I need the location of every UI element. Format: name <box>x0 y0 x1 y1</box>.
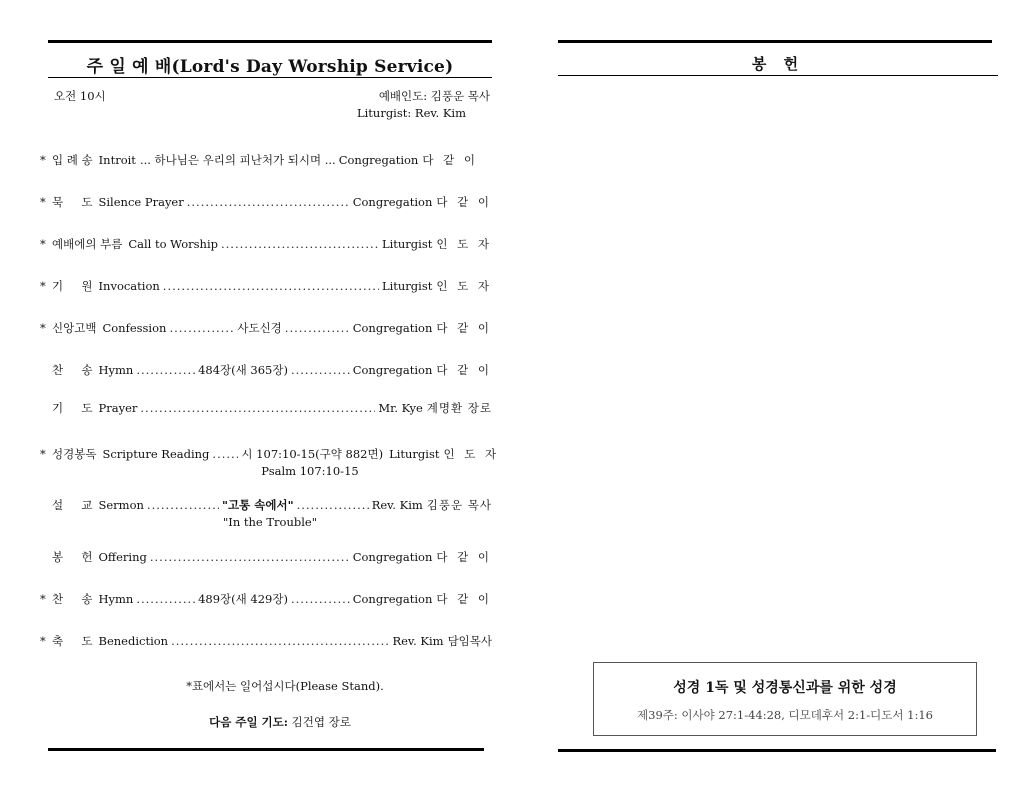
item-korean-name: 성경봉독 <box>52 447 97 461</box>
stand-mark: * <box>40 634 46 648</box>
list-item <box>40 497 492 515</box>
bible-reading-detail: 제39주: 이사야 27:1-44:28, 디모데후서 2:1-디도서 1:16 <box>637 708 933 722</box>
leader-dots <box>212 447 238 461</box>
item-english-name: Introit <box>98 153 136 167</box>
item-english-name: Scripture Reading <box>102 447 210 461</box>
item-role: 다 같 이 <box>436 195 492 209</box>
stand-mark: * <box>40 195 46 209</box>
item-role: 인 도 자 <box>443 447 500 461</box>
item-korean-name: 찬 송 <box>52 363 93 377</box>
leader-dots <box>147 498 219 512</box>
item-role: 김풍운 목사 <box>426 498 492 512</box>
list-item <box>40 591 492 609</box>
item-english-name: Hymn <box>98 363 134 377</box>
item-participant: Liturgist <box>381 279 433 293</box>
item-english-name: Offering <box>98 550 147 564</box>
worship-leader: 예배인도: 김풍운 목사 <box>378 89 490 103</box>
item-detail: 489장(새 429장) <box>198 592 288 606</box>
item-korean-name: 설 교 <box>52 498 93 512</box>
item-role: 다 같 이 <box>436 363 492 377</box>
stand-mark: * <box>40 592 46 606</box>
bottom-rule-left <box>48 748 484 751</box>
title-underline-right <box>558 75 998 76</box>
item-english-name: Benediction <box>98 634 169 648</box>
next-prayer-name: 김건엽 장로 <box>291 715 351 729</box>
item-detail: 시 107:10-15(구약 882면) <box>241 447 384 461</box>
item-participant: Congregation <box>352 592 433 606</box>
top-rule-right <box>558 40 992 43</box>
item-participant: Rev. Kim <box>371 498 423 512</box>
item-role: 담임목사 <box>447 634 492 648</box>
leader-dots <box>136 592 195 606</box>
leader-dots <box>163 279 379 293</box>
item-participant: Mr. Kye <box>378 401 423 415</box>
leader-dots <box>221 237 379 251</box>
item-role: 인 도 자 <box>436 279 492 293</box>
item-korean-name: 기 도 <box>52 401 93 415</box>
item-role: 인 도 자 <box>436 237 492 251</box>
leader-dots <box>291 592 350 606</box>
leader-dots <box>187 195 350 209</box>
leader-dots <box>171 634 389 648</box>
item-english-name: Silence Prayer <box>98 195 184 209</box>
stand-mark: * <box>40 321 46 335</box>
title-underline-left <box>48 77 492 78</box>
item-role: 다 같 이 <box>422 153 478 167</box>
item-english-name: Sermon <box>98 498 144 512</box>
item-korean-name: 기 원 <box>52 279 93 293</box>
sermon-english-title: "In the Trouble" <box>222 515 318 529</box>
item-korean-name: 신앙고백 <box>52 321 97 335</box>
top-rule-left <box>48 40 492 43</box>
item-korean-name: 예배에의 부름 <box>52 237 123 251</box>
service-time: 오전 10시 <box>54 89 106 103</box>
item-korean-name: 찬 송 <box>52 592 93 606</box>
bible-reading-title: 성경 1독 및 성경통신과를 위한 성경 <box>673 680 897 696</box>
item-english-name: Prayer <box>98 401 138 415</box>
list-item <box>40 152 492 170</box>
leader-dots <box>140 401 375 415</box>
item-english-name: Confession <box>102 321 167 335</box>
liturgist: Liturgist: Rev. Kim <box>356 106 466 120</box>
item-role: 다 같 이 <box>436 550 492 564</box>
item-participant: Congregation <box>338 153 419 167</box>
item-detail: 484장(새 365장) <box>198 363 288 377</box>
list-item <box>40 549 492 567</box>
list-item <box>40 400 492 418</box>
next-week-prayer <box>150 714 410 730</box>
stand-mark: * <box>40 153 46 167</box>
list-item <box>40 320 492 338</box>
list-item <box>40 278 492 296</box>
leader-dots <box>150 550 350 564</box>
item-role: 다 같 이 <box>436 321 492 335</box>
leader-dots <box>136 363 195 377</box>
list-item <box>40 236 492 254</box>
item-role: 계명환 장로 <box>426 401 492 415</box>
item-participant: Congregation <box>352 195 433 209</box>
item-english-name: Hymn <box>98 592 134 606</box>
item-participant: Rev. Kim <box>392 634 444 648</box>
list-item <box>40 194 492 212</box>
stand-mark: * <box>40 237 46 251</box>
stand-note: *표에서는 일어섭시다(Please Stand). <box>186 679 384 693</box>
leader-dots <box>169 321 234 335</box>
item-korean-name: 축 도 <box>52 634 93 648</box>
offering-title: 봉 헌 <box>751 55 805 73</box>
item-participant: Liturgist <box>389 447 440 461</box>
item-participant: Congregation <box>352 363 433 377</box>
stand-mark: * <box>40 447 46 461</box>
sermon-title: "고통 속에서" <box>222 498 294 512</box>
bible-reading-box <box>593 662 977 736</box>
list-item <box>40 633 492 651</box>
item-detail: ... 하나님은 우리의 피난처가 되시며 ... <box>139 153 336 167</box>
item-participant: Liturgist <box>381 237 433 251</box>
stand-mark: * <box>40 279 46 293</box>
item-role: 다 같 이 <box>436 592 492 606</box>
item-korean-name: 입 례 송 <box>52 153 93 167</box>
item-korean-name: 묵 도 <box>52 195 93 209</box>
item-participant: Congregation <box>352 321 433 335</box>
next-prayer-label: 다음 주일 기도: <box>209 715 289 729</box>
leader-dots <box>285 321 350 335</box>
leader-dots <box>291 363 350 377</box>
item-detail: 사도신경 <box>237 321 282 335</box>
service-title: 주 일 예 배(Lord's Day Worship Service) <box>86 57 454 77</box>
item-english-name: Call to Worship <box>128 237 218 251</box>
item-korean-name: 봉 헌 <box>52 550 93 564</box>
scripture-english: Psalm 107:10-15 <box>261 464 359 478</box>
item-english-name: Invocation <box>98 279 160 293</box>
item-participant: Congregation <box>352 550 433 564</box>
list-item <box>40 362 492 380</box>
bottom-rule-right <box>558 749 996 752</box>
list-item <box>40 446 500 464</box>
leader-dots <box>297 498 369 512</box>
